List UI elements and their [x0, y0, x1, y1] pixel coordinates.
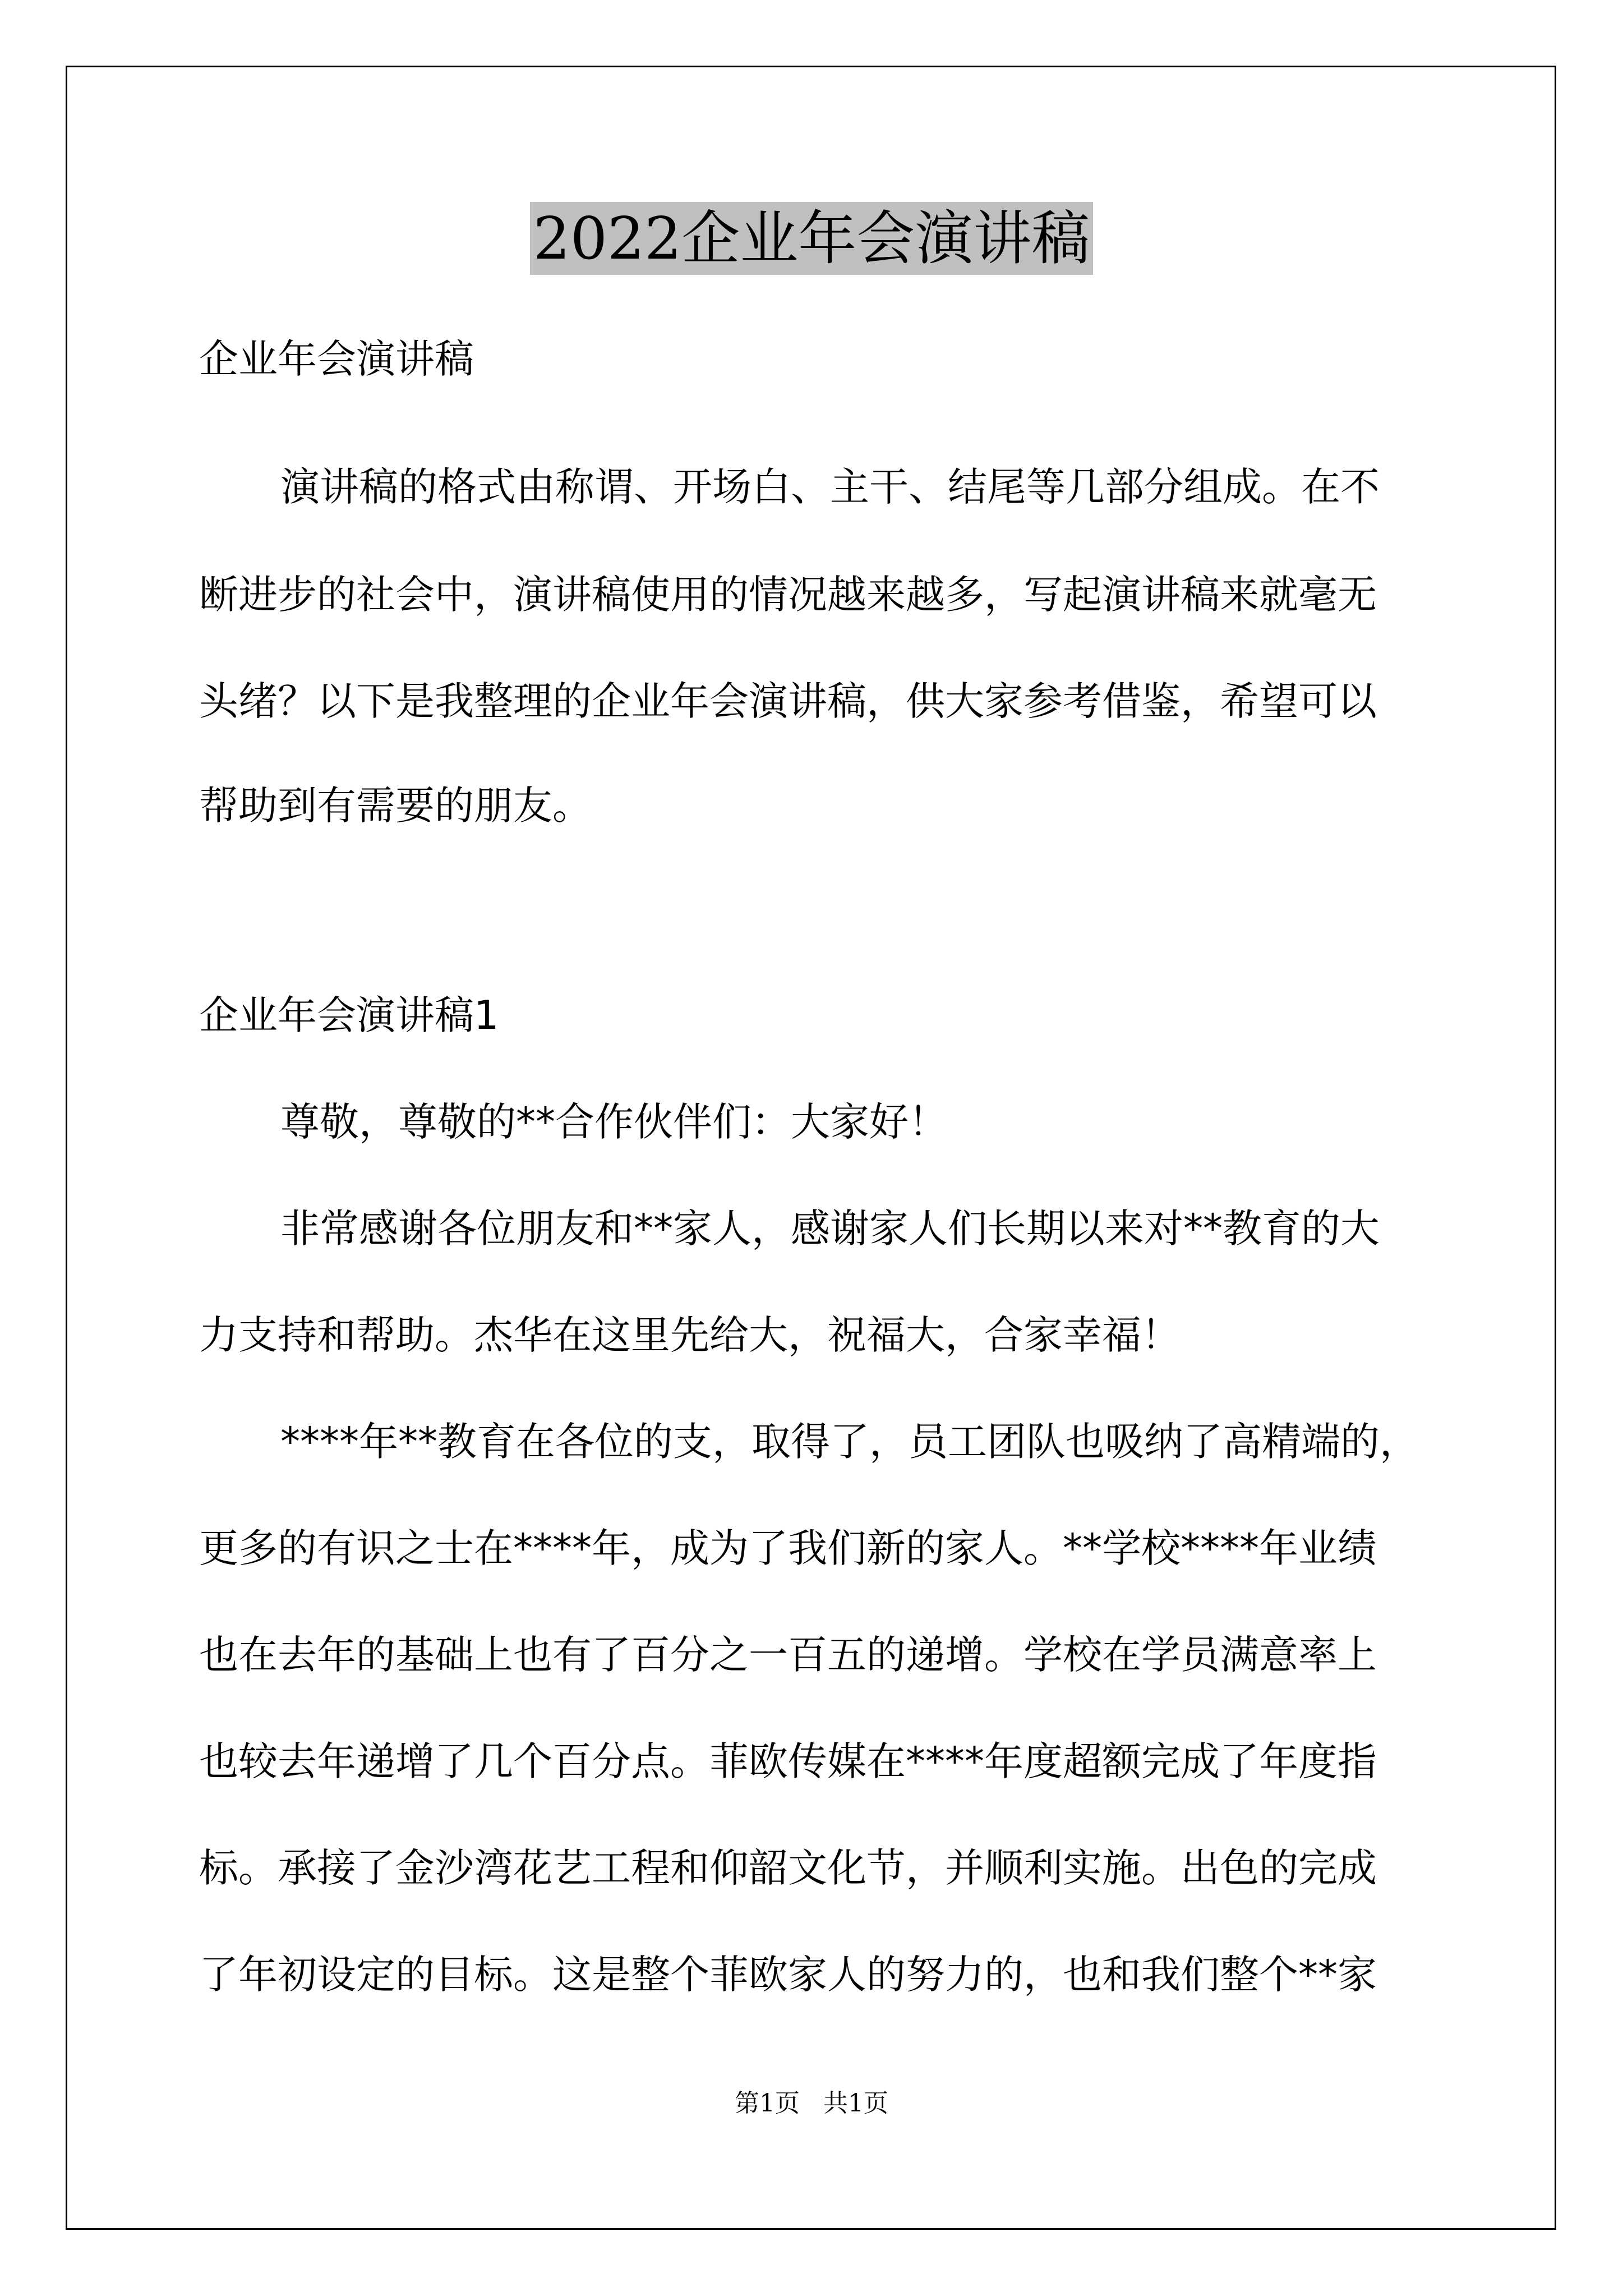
- title-container: [0, 202, 1623, 275]
- paragraph-line: 也在去年的基础上也有了百分之一百五的递增。学校在学员满意率上: [199, 1632, 1377, 1678]
- paragraph-line: 力支持和帮助。杰华在这里先给大，祝福大，合家幸福！: [199, 1312, 1181, 1358]
- section-heading: 企业年会演讲稿1: [199, 992, 499, 1038]
- paragraph-line: ****年**教育在各位的支，取得了，员工团队也吸纳了高精端的，: [280, 1419, 1419, 1465]
- document-title: 2022企业年会演讲稿: [530, 202, 1094, 275]
- paragraph-line: 也较去年递增了几个百分点。菲欧传媒在****年度超额完成了年度指: [199, 1738, 1377, 1784]
- page-footer: 第1页 共1页: [735, 2089, 888, 2118]
- paragraph-line: 更多的有识之士在****年，成为了我们新的家人。**学校****年业绩: [199, 1525, 1377, 1571]
- paragraph-line: 了年初设定的目标。这是整个菲欧家人的努力的，也和我们整个**家: [199, 1952, 1377, 1998]
- paragraph-line: 断进步的社会中，演讲稿使用的情况越来越多，写起演讲稿来就毫无: [199, 572, 1377, 618]
- paragraph-line: 标。承接了金沙湾花艺工程和仰韶文化节，并顺利实施。出色的完成: [199, 1845, 1377, 1891]
- paragraph-line: 非常感谢各位朋友和**家人，感谢家人们长期以来对**教育的大: [280, 1205, 1380, 1251]
- subtitle: 企业年会演讲稿: [199, 336, 474, 382]
- paragraph-line: 帮助到有需要的朋友。: [199, 783, 592, 829]
- paragraph-line: 头绪？以下是我整理的企业年会演讲稿，供大家参考借鉴，希望可以: [199, 678, 1377, 724]
- paragraph-line: 演讲稿的格式由称谓、开场白、主干、结尾等几部分组成。在不: [280, 464, 1380, 510]
- paragraph-line: 尊敬，尊敬的**合作伙伴们：大家好！: [280, 1099, 948, 1145]
